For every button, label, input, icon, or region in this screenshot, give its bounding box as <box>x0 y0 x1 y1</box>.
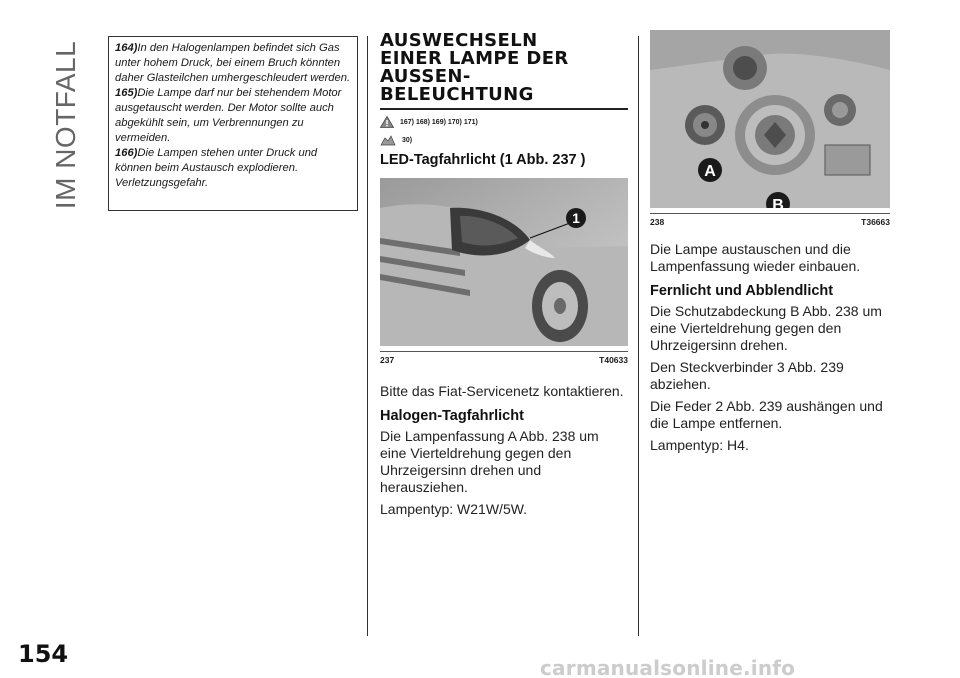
section-title-line: AUSWECHSELN <box>380 30 538 51</box>
warning-text: Die Lampen stehen unter Druck und können beim Austausch explodieren. Verletzungsgefahr. <box>115 147 318 189</box>
warning-reference-numbers: 167) 168) 169) 170) 171) <box>400 118 478 126</box>
column-2 <box>380 32 628 518</box>
column-3 <box>650 30 890 454</box>
warning-triangle-icon <box>380 116 394 128</box>
led-heading: LED-Tagfahrlicht (1 Abb. 237 ) <box>380 152 586 168</box>
figure-238-number: 238 <box>650 217 665 227</box>
warning-number: 165) <box>115 87 138 99</box>
figure-237-callout: 1 <box>572 210 580 226</box>
warning-number: 164) <box>115 42 138 54</box>
fern-step: Den Steckverbinder 3 Abb. 239 abziehen. <box>650 359 844 392</box>
halogen-text: Die Lampenfassung A Abb. 238 um eine Vierteldrehung gegen den Uhrzeigersinn drehen und herausziehen. <box>380 428 599 495</box>
warning-item <box>115 86 351 146</box>
warning-number: 166) <box>115 147 138 159</box>
figure-237-number: 237 <box>380 355 395 365</box>
figure-237 <box>380 178 628 365</box>
section-title <box>380 32 628 110</box>
figure-238-callout-a: A <box>704 163 716 180</box>
column-divider-2 <box>638 36 639 636</box>
watermark: carmanualsonline.info <box>540 656 796 678</box>
side-chapter-title <box>40 40 92 210</box>
figure-238-callout-b: B <box>772 197 784 208</box>
warnings-box <box>108 36 358 211</box>
reinstall-text: Die Lampe austauschen und die Lampenfassung wieder einbauen. <box>650 241 861 274</box>
note-references <box>380 134 628 146</box>
fern-step: Die Feder 2 Abb. 239 aushängen und die Lampe entfernen. <box>650 398 883 431</box>
section-title-line: AUSSEN- <box>380 66 471 87</box>
warning-item <box>115 41 351 86</box>
halogen-heading: Halogen-Tagfahrlicht <box>380 408 524 424</box>
led-text: Bitte das Fiat-Servicenetz kontaktieren. <box>380 383 624 399</box>
figure-237-code: T40633 <box>599 355 628 365</box>
warning-text: Die Lampe darf nur bei stehendem Motor ausgetauscht werden. Der Motor sollte auch abgekühlt sein, um Verbrennungen zu vermeiden. <box>115 87 342 144</box>
headlight-illustration-237 <box>380 178 628 346</box>
figure-238-caption <box>650 213 890 227</box>
fern-lamp-type: Lampentyp: H4. <box>650 437 749 453</box>
section-title-line: BELEUCHTUNG <box>380 84 534 105</box>
headlight-rear-illustration-238 <box>650 30 890 208</box>
side-chapter-title-text: IM NOTFALL <box>50 40 81 210</box>
column-divider-1 <box>367 36 368 636</box>
section-title-line: EINER LAMPE DER <box>380 48 569 69</box>
warning-text: In den Halogenlampen befindet sich Gas unter hohem Druck, bei einem Bruch könnten daher Glasteilchen umhergeschleudert werden. <box>115 42 351 84</box>
note-reference-numbers: 30) <box>402 136 413 144</box>
figure-238-code: T36663 <box>861 217 890 227</box>
fern-step: Die Schutzabdeckung B Abb. 238 um eine Vierteldrehung gegen den Uhrzeigersinn drehen. <box>650 303 882 353</box>
warning-references <box>380 116 628 128</box>
halogen-lamp-type: Lampentyp: W21W/5W. <box>380 501 528 517</box>
warning-item <box>115 146 351 191</box>
figure-238 <box>650 30 890 227</box>
fern-heading: Fernlicht und Abblendlicht <box>650 283 834 299</box>
environment-note-icon <box>380 134 396 146</box>
figure-237-caption <box>380 351 628 365</box>
page-number: 154 <box>18 640 69 668</box>
